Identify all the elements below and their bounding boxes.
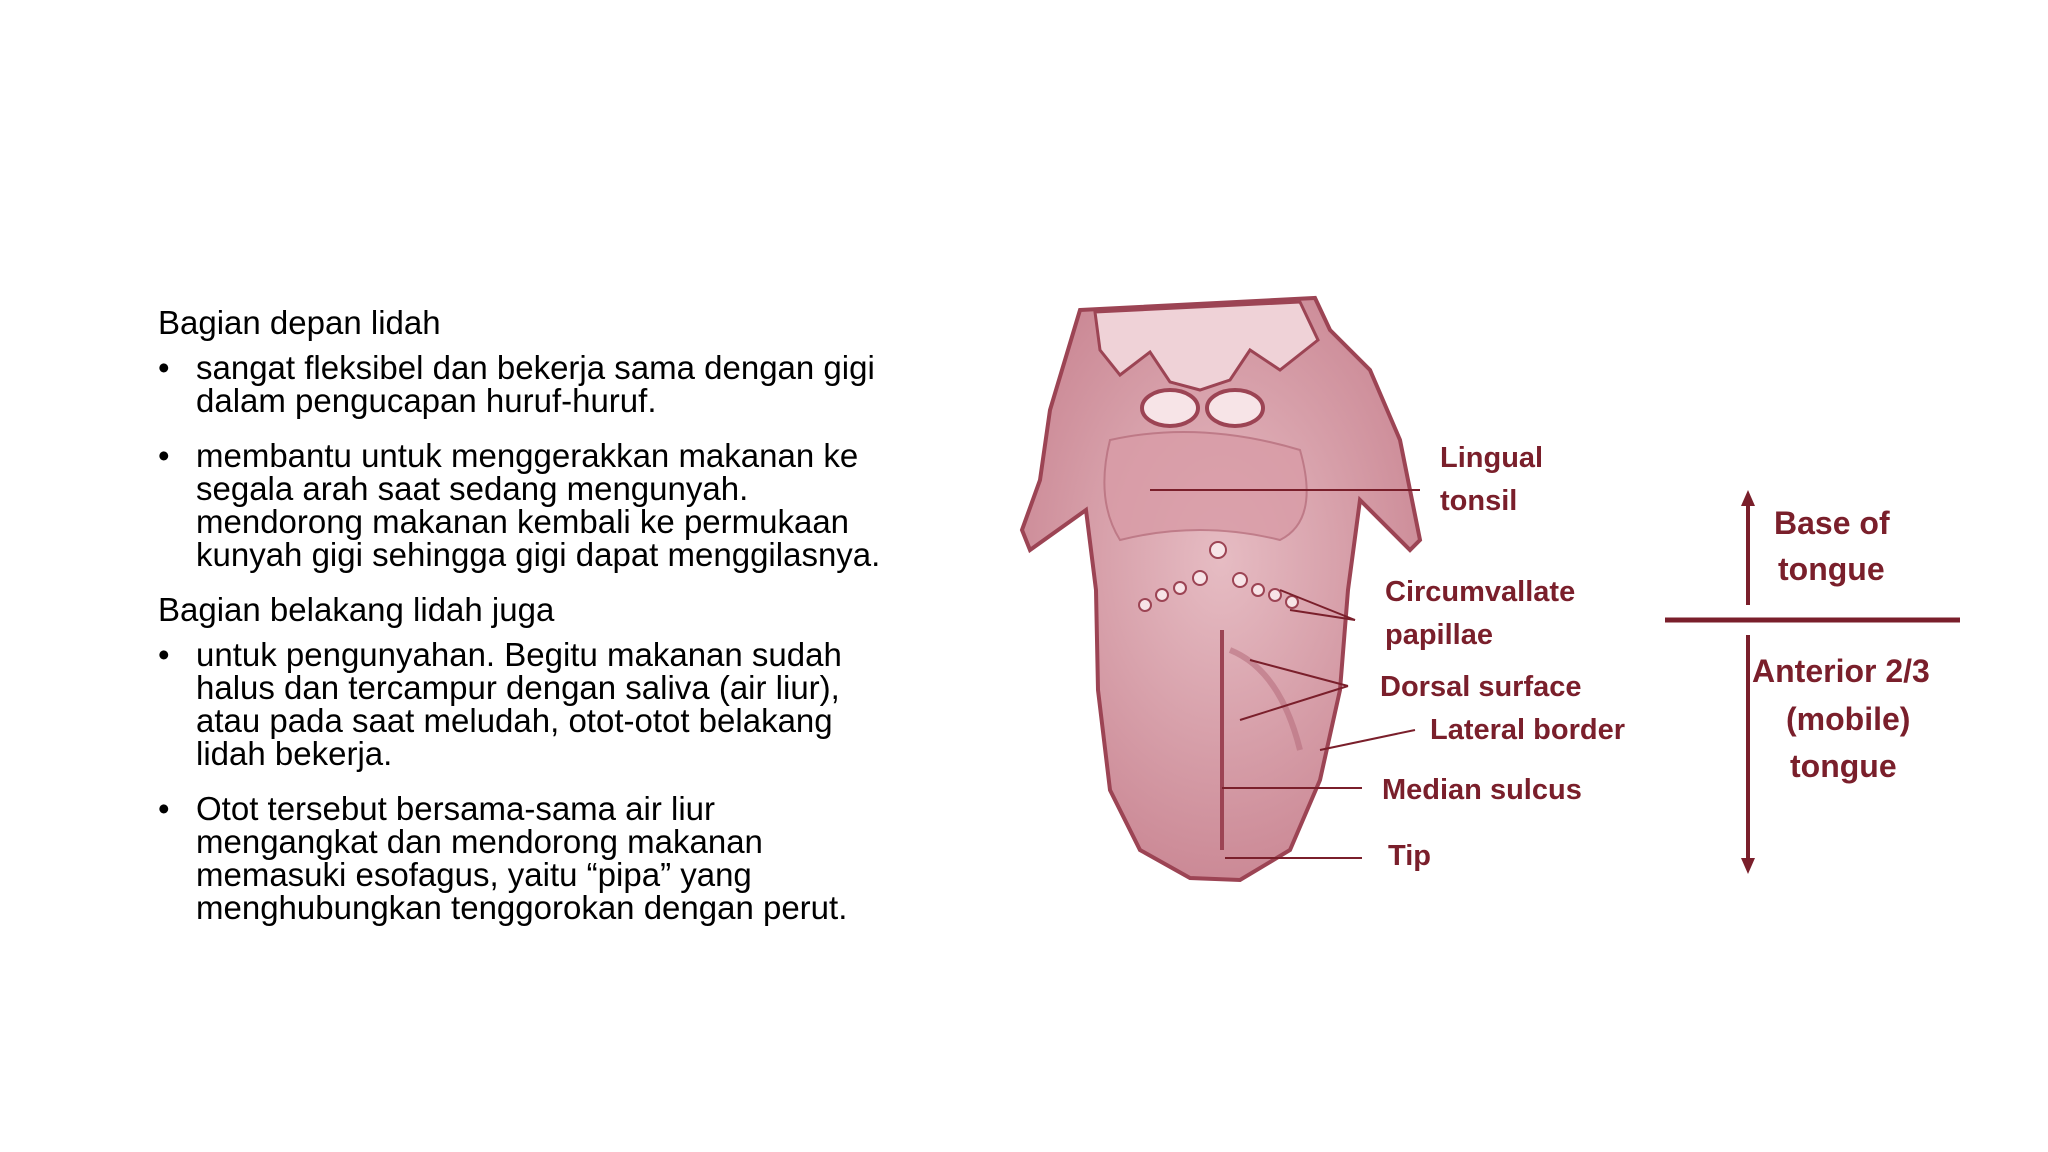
label-median-sulcus: Median sulcus xyxy=(1382,774,1582,806)
label-anterior-tongue: tongue xyxy=(1790,748,1897,784)
bullet-line: segala arah saat sedang mengunyah. xyxy=(196,470,749,507)
bullet-line: mengangkat dan mendorong makanan xyxy=(196,823,763,860)
bullet-line: dalam pengucapan huruf-huruf. xyxy=(196,382,657,419)
bullet-line: Otot tersebut bersama-sama air liur xyxy=(196,790,716,827)
label-tonsil: tonsil xyxy=(1440,485,1518,517)
label-mobile: (mobile) xyxy=(1786,701,1911,737)
bullet-symbol: • xyxy=(158,636,170,673)
bullet-line: lidah bekerja. xyxy=(196,735,393,772)
text-block xyxy=(158,306,938,946)
bullet-line: menghubungkan tenggorokan dengan perut. xyxy=(196,889,848,926)
label-anterior: Anterior 2/3 xyxy=(1752,653,1930,689)
heading-front: Bagian depan lidah xyxy=(158,304,441,341)
bullet-line: halus dan tercampur dengan saliva (air liur), xyxy=(196,669,840,706)
bullet-back-2 xyxy=(158,792,938,924)
label-lingual: Lingual xyxy=(1440,442,1544,474)
heading-back: Bagian belakang lidah juga xyxy=(158,591,555,628)
vallecula-left xyxy=(1142,390,1198,426)
bullet-line: memasuki esofagus, yaitu “pipa” yang xyxy=(196,856,752,893)
tongue-diagram xyxy=(1000,290,2000,910)
label-circumvallate: Circumvallate xyxy=(1385,576,1576,608)
bullet-line: atau pada saat meludah, otot-otot belakang xyxy=(196,702,833,739)
bullet-front-2 xyxy=(158,439,938,571)
bullet-symbol: • xyxy=(158,790,170,827)
label-base-tongue: tongue xyxy=(1778,551,1885,587)
bullet-front-1 xyxy=(158,351,938,417)
vallecula-right xyxy=(1207,390,1263,426)
label-base-of: Base of xyxy=(1774,505,1890,541)
bullet-symbol: • xyxy=(158,437,170,474)
bullet-line: membantu untuk menggerakkan makanan ke xyxy=(196,437,859,474)
tonsil-texture xyxy=(1104,432,1306,540)
bullet-line: sangat fleksibel dan bekerja sama dengan gigi xyxy=(196,349,875,386)
label-papillae: papillae xyxy=(1385,619,1493,651)
label-tip: Tip xyxy=(1388,840,1431,872)
bullet-symbol: • xyxy=(158,349,170,386)
label-dorsal-surface: Dorsal surface xyxy=(1380,671,1582,703)
label-lateral-border: Lateral border xyxy=(1430,714,1625,746)
bullet-line: kunyah gigi sehingga gigi dapat menggilasnya. xyxy=(196,536,881,573)
bullet-line: mendorong makanan kembali ke permukaan xyxy=(196,503,850,540)
bullet-line: untuk pengunyahan. Begitu makanan sudah xyxy=(196,636,842,673)
bullet-back-1 xyxy=(158,638,938,770)
